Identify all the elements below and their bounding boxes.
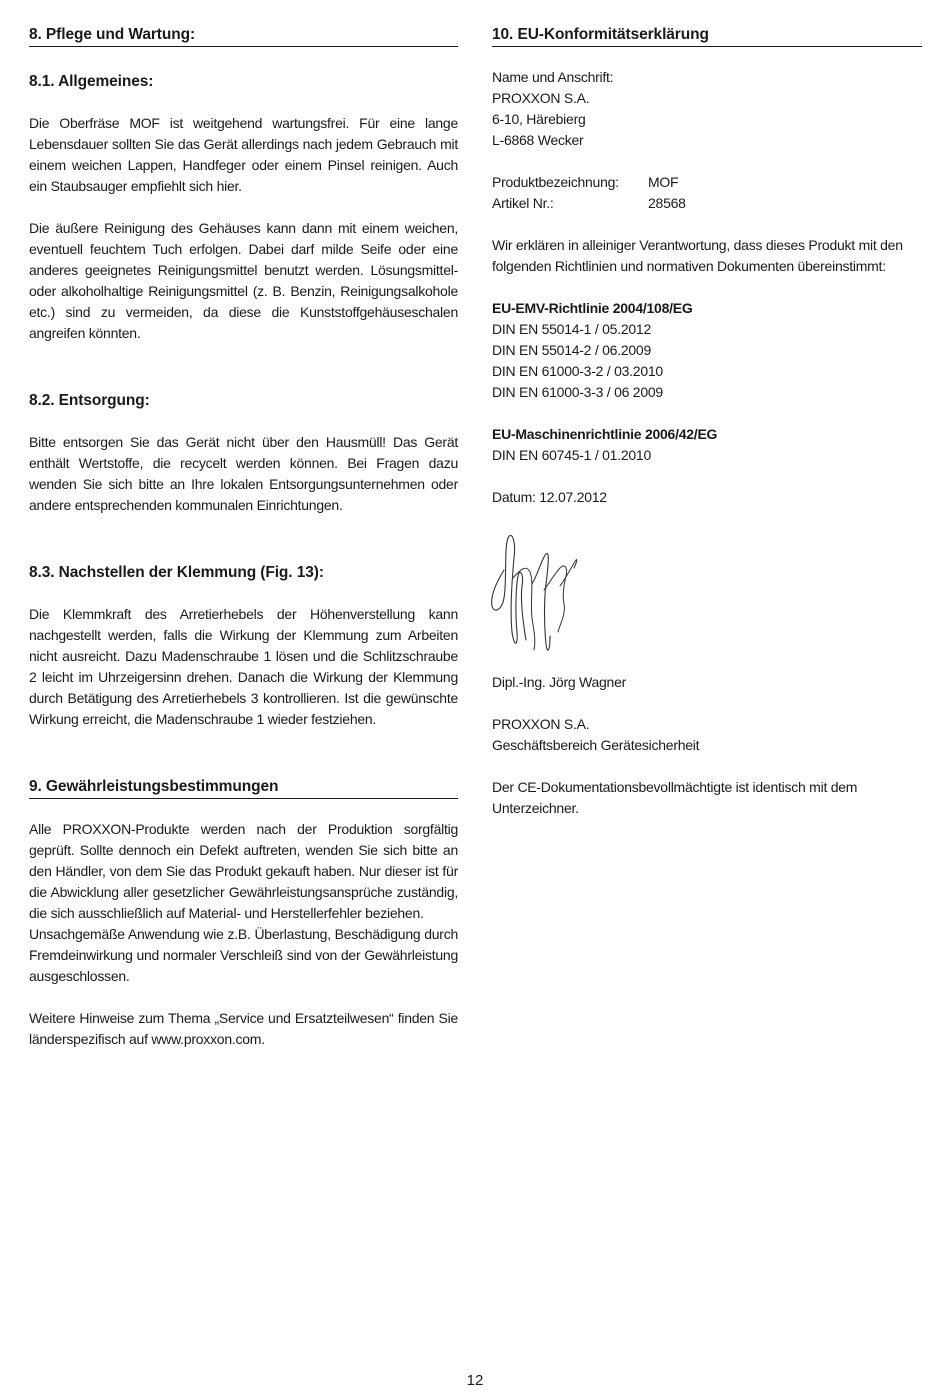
machinery-directive-title: EU-Maschinenrichtlinie 2006/42/EG (492, 426, 718, 442)
section-8-3-heading: 8.3. Nachstellen der Klemmung (Fig. 13): (29, 564, 324, 581)
section-8-heading: 8. Pflege und Wartung: (29, 24, 458, 47)
section-9-paragraph-1: Alle PROXXON-Produkte werden nach der Produktion sorgfältig geprüft. Sollte dennoch ein Defekt auftreten, wenden Sie sich bitte an den Händler, von dem Sie das Produkt gekauft haben. Nur dieser ist für die Abwicklung aller gesetzlicher Gewährleistungsansprüche zuständig, die sich ausschließlich auf Material- und Herstellerfehler beziehen. (29, 821, 458, 921)
section-8-1-paragraph-1: Die Oberfräse MOF ist weitgehend wartungsfrei. Für eine lange Lebensdauer sollten Sie das Gerät allerdings nach jedem Gebrauch mit einem weichen Lappen, Handfeger oder einem Pinsel reinigen. Auch ein Staubsauger empfiehlt sich hier. (29, 115, 458, 194)
address-street: 6-10, Härebierg (492, 111, 586, 127)
section-9-heading: 9. Gewährleistungsbestimmungen (29, 776, 458, 799)
section-8-3-paragraph: Die Klemmkraft des Arretierhebels der Höhenverstellung kann nachgestellt werden, falls die Wirkung der Klemmung zum Arbeiten nicht ausreicht. Dazu Madenschraube 1 lösen und die Schlitzschraube 2 leicht im Uhrzeigersinn drehen. Danach die Wirkung der Klemmung durch Betätigung des Arretierhebels 3 kontrollieren. Ist die gewünschte Wirkung erreicht, die Madenschraube 1 wieder festziehen. (29, 606, 458, 727)
signer-name: Dipl.-Ing. Jörg Wagner (492, 674, 627, 690)
section-10-heading: 10. EU-Konformitätserklärung (492, 24, 922, 47)
signer-company: PROXXON S.A. (492, 716, 590, 732)
declaration-text: Wir erklären in alleiniger Verantwortung, dass dieses Produkt mit den folgenden Richtlinien und normativen Dokumenten übereinstimmt: (492, 237, 903, 274)
emv-norm: DIN EN 61000-3-2 / 03.2010 (492, 363, 663, 379)
section-8-1-paragraph-2: Die äußere Reinigung des Gehäuses kann dann mit einem weichen, eventuell feuchtem Tuch erfolgen. Dabei darf milde Seife oder eine anderes geeignetes Reinigungsmittel benutzt werden. Lösungsmittel- oder alkoholhaltige Reinigungsmittel (z. B. Benzin, Reinigungsalkohole etc.) sind zu vermeiden, da diese die Kunststoffgehäuseschalen angreifen könnten. (29, 220, 458, 341)
emv-norm: DIN EN 55014-1 / 05.2012 (492, 321, 651, 337)
emv-directive-title: EU-EMV-Richtlinie 2004/108/EG (492, 300, 693, 316)
section-8-1-heading: 8.1. Allgemeines: (29, 73, 154, 90)
signature (490, 528, 590, 658)
page-number: 12 (466, 1372, 484, 1389)
right-column (492, 24, 922, 819)
product-label: Produktbezeichnung: (492, 174, 619, 190)
address-label: Name und Anschrift: (492, 69, 614, 85)
article-row (492, 193, 922, 214)
left-column (29, 24, 458, 1050)
declaration-date: Datum: 12.07.2012 (492, 489, 607, 505)
product-value: MOF (648, 174, 679, 190)
address-company: PROXXON S.A. (492, 90, 590, 106)
product-row (492, 172, 922, 193)
emv-norm: DIN EN 55014-2 / 06.2009 (492, 342, 651, 358)
address-city: L-6868 Wecker (492, 132, 584, 148)
article-value: 28568 (648, 195, 686, 211)
section-8-2-paragraph: Bitte entsorgen Sie das Gerät nicht über den Hausmüll! Das Gerät enthält Wertstoffe, die recycelt werden können. Bei Fragen dazu wenden Sie sich bitte an Ihre lokalen Entsorgungsunternehmen oder andere entsprechenden kommunalen Einrichtungen. (29, 434, 458, 513)
signer-department: Geschäftsbereich Gerätesicherheit (492, 737, 700, 753)
section-9-paragraph-2: Unsachgemäße Anwendung wie z.B. Überlastung, Beschädigung durch Fremdeinwirkung und normaler Verschleiß sind von der Gewährleistung ausgeschlossen. (29, 926, 458, 984)
emv-norm: DIN EN 61000-3-3 / 06 2009 (492, 384, 663, 400)
section-9-paragraph-3: Weitere Hinweise zum Thema „Service und Ersatzteilwesen“ finden Sie länderspezifisch auf www.proxxon.com. (29, 1010, 458, 1047)
machinery-norm: DIN EN 60745-1 / 01.2010 (492, 447, 651, 463)
ce-documentation-note: Der CE-Dokumentationsbevollmächtigte ist identisch mit dem Unterzeichner. (492, 779, 858, 816)
article-label: Artikel Nr.: (492, 195, 554, 211)
section-8-2-heading: 8.2. Entsorgung: (29, 392, 150, 409)
